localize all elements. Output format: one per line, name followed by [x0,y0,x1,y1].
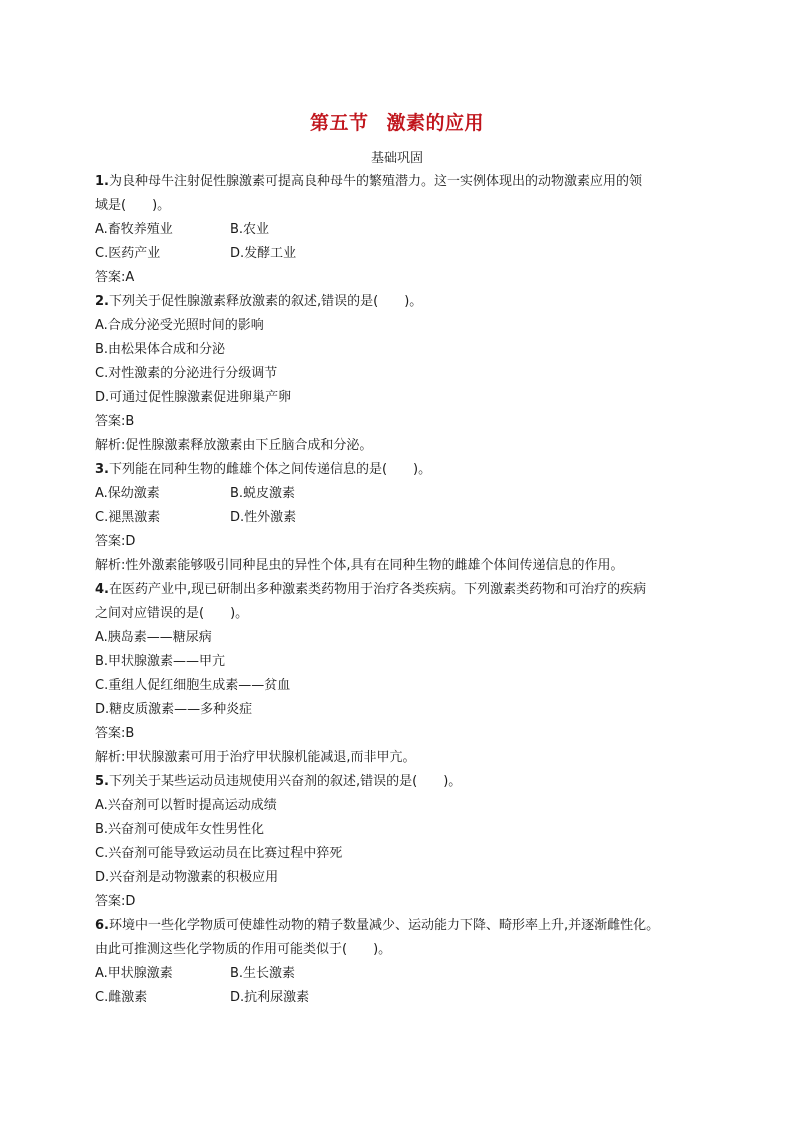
question-3-text: 下列能在同种生物的雌雄个体之间传递信息的是( )。 [108,462,432,477]
question-5-text: 下列关于某些运动员违规使用兴奋剂的叙述,错误的是( )。 [108,774,462,789]
question-1-options-row1 [95,218,715,242]
question-1-answer: 答案:A [95,270,135,285]
question-4-text-line2: 之间对应错误的是( )。 [95,606,249,621]
question-2-explanation: 解析:促性腺激素释放激素由下丘脑合成和分泌。 [95,438,373,453]
question-6-text-line1: 环境中一些化学物质可使雄性动物的精子数量减少、运动能力下降、畸形率上升,并逐渐雌性化。 [108,918,660,933]
question-2-option-a: A.合成分泌受光照时间的影响 [95,318,264,333]
question-6-number: 6. [95,918,109,933]
question-5-option-d: D.兴奋剂是动物激素的积极应用 [95,870,279,885]
question-1-options-row2 [95,242,715,266]
question-1-option-b: B.农业 [230,222,270,237]
question-2-option-c: C.对性激素的分泌进行分级调节 [95,366,278,381]
question-3-answer: 答案:D [95,534,136,549]
question-6-option-b: B.生长激素 [230,966,296,981]
question-4-text-line1: 在医药产业中,现已研制出多种激素类药物用于治疗各类疾病。下列激素类药物和可治疗的疾病 [108,582,647,597]
question-5-option-b: B.兴奋剂可使成年女性男性化 [95,822,265,837]
page-title [0,108,794,135]
question-3-option-b: B.蜕皮激素 [230,486,296,501]
question-3-option-d: D.性外激素 [230,510,297,525]
question-5-option-a: A.兴奋剂可以暂时提高运动成绩 [95,798,277,813]
question-5-number: 5. [95,774,109,789]
question-4-option-b: B.甲状腺激素——甲亢 [95,654,226,669]
question-6-option-a: A.甲状腺激素 [95,966,173,981]
question-1-number: 1. [95,174,109,189]
question-list [95,170,715,1010]
question-2-number: 2. [95,294,109,309]
question-6-options-row2 [95,986,715,1010]
question-6-option-c: C.雌激素 [95,990,148,1005]
question-1-option-c: C.医药产业 [95,246,161,261]
title-section-number: 第五节 [309,112,369,134]
question-1-stem [95,170,715,194]
question-3-number: 3. [95,462,109,477]
question-4-stem [95,578,715,602]
question-5-answer: 答案:D [95,894,136,909]
question-3-option-c: C.褪黑激素 [95,510,161,525]
question-2-option-b: B.由松果体合成和分泌 [95,342,226,357]
question-6-options-row1 [95,962,715,986]
question-6-stem [95,914,715,938]
question-3-explanation: 解析:性外激素能够吸引同种昆虫的异性个体,具有在同种生物的雌雄个体间传递信息的作用。 [95,558,624,573]
question-2-option-d: D.可通过促性腺激素促进卵巢产卵 [95,390,292,405]
question-5-option-c: C.兴奋剂可能导致运动员在比赛过程中猝死 [95,846,343,861]
question-4-option-c: C.重组人促红细胞生成素——贫血 [95,678,291,693]
question-2-text: 下列关于促性腺激素释放激素的叙述,错误的是( )。 [108,294,423,309]
question-1-text-line1: 为良种母牛注射促性腺激素可提高良种母牛的繁殖潜力。这一实例体现出的动物激素应用的领 [108,174,642,189]
question-3-options-row1 [95,482,715,506]
title-topic: 激素的应用 [386,112,485,134]
question-6-text-line2: 由此可推测这些化学物质的作用可能类似于( )。 [95,942,392,957]
question-4-option-d: D.糖皮质激素——多种炎症 [95,702,253,717]
question-3-options-row2 [95,506,715,530]
section-heading: 基础巩固 [370,151,423,166]
question-3-stem [95,458,715,482]
question-4-number: 4. [95,582,109,597]
question-2-stem [95,290,715,314]
question-5-stem [95,770,715,794]
question-4-explanation: 解析:甲状腺激素可用于治疗甲状腺机能减退,而非甲亢。 [95,750,416,765]
question-4-answer: 答案:B [95,726,135,741]
question-6-option-d: D.抗利尿激素 [230,990,310,1005]
question-1-option-a: A.畜牧养殖业 [95,222,173,237]
question-3-option-a: A.保幼激素 [95,486,160,501]
question-1-text-line2: 域是( )。 [95,198,171,213]
question-2-answer: 答案:B [95,414,135,429]
question-1-option-d: D.发酵工业 [230,246,297,261]
question-4-option-a: A.胰岛素——糖尿病 [95,630,212,645]
